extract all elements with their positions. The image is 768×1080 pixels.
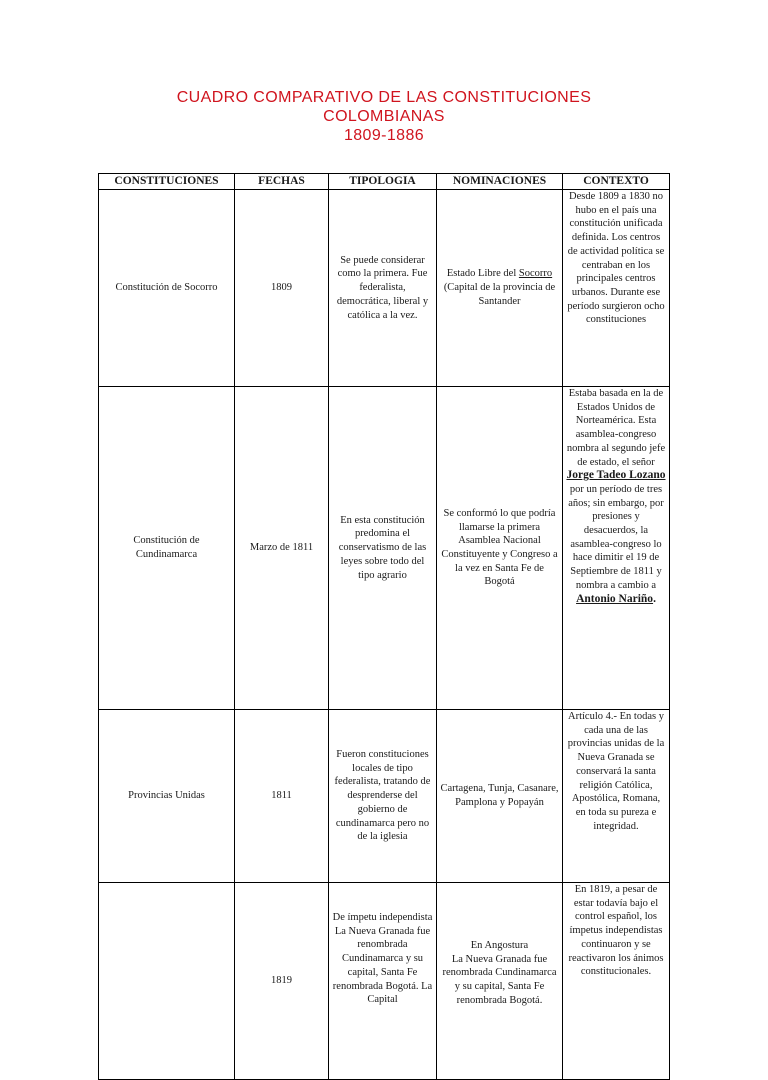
cell-contexto: Desde 1809 a 1830 no hubo en el país una constitución unificada definida. Los centros de actividad política se centraban en los principales centros urbanos. Durante ese período surgieron ocho constituciones [563,190,670,387]
cell-constitucion: Constitución de Socorro [99,190,235,387]
header-nominaciones: NOMINACIONES [437,174,563,190]
cell-contexto: Artículo 4.- En todas y cada una de las provincias unidas de la Nueva Granada se conservará la santa religión Católica, Apostólica, Romana, en toda su pureza e integridad. [563,710,670,883]
cell-fecha: 1811 [235,710,329,883]
title-line-1: CUADRO COMPARATIVO DE LAS CONSTITUCIONES [176,89,592,106]
comparison-table [98,173,670,1080]
cell-tipologia: Se puede considerar como la primera. Fue federalista, democrática, liberal y católica a la vez. [329,190,437,387]
title-line-2: COLOMBIANAS [323,108,445,125]
cell-tipologia [329,883,437,1080]
cell-nominacion: Se conformó lo que podría llamarse la primera Asamblea Nacional Constituyente y Congreso a la vez en Santa Fe de Bogotá [437,387,563,710]
table-header-row [99,174,670,190]
table-row [99,710,670,883]
nominacion-text: (Capital de la provincia de Santander [443,282,556,307]
document-title [0,88,768,145]
nominacion-line: La Nueva Granada fue renombrada Cundinamarca y su capital, Santa Fe renombrada Bogotá. [442,953,557,1006]
cell-fecha: Marzo de 1811 [235,387,329,710]
header-constituciones: CONSTITUCIONES [99,174,235,190]
contexto-text: por un período de tres años; sin embargo, por presiones y desacuerdos, la asamblea-congreso lo hace dimitir el 19 de Septiembre de 1811 y nombra a cambio a [568,483,664,591]
table-row [99,387,670,710]
socorro-link[interactable]: Socorro [518,268,553,280]
header-fechas: FECHAS [235,174,329,190]
person-link-jorge-tadeo-lozano[interactable]: Jorge Tadeo Lozano [566,469,666,482]
header-tipologia: TIPOLOGIA [329,174,437,190]
cell-nominacion: Cartagena, Tunja, Casanare, Pamplona y Popayán [437,710,563,883]
cell-constitucion [99,883,235,1080]
cell-fecha: 1809 [235,190,329,387]
cell-contexto [563,387,670,710]
cell-nominacion [437,190,563,387]
title-line-3: 1809-1886 [343,127,425,144]
nominacion-line: En Angostura [470,940,529,951]
tipologia-line: La Nueva Granada fue renombrada Cundinamarca y su capital, Santa Fe renombrada Bogotá. La Capital [332,925,433,1006]
cell-fecha: 1819 [235,883,329,1080]
cell-nominacion [437,883,563,1080]
header-contexto: CONTEXTO [563,174,670,190]
tipologia-line: De ímpetu independista [332,912,433,923]
cell-constitucion: Provincias Unidas [99,710,235,883]
contexto-text: Estaba basada en la de Estados Unidos de Norteamérica. Esta asamblea-congreso nombra al segundo jefe de estado, el señor [566,388,666,468]
table-row [99,883,670,1080]
cell-tipologia: Fueron constituciones locales de tipo federalista, tratando de desprenderse del gobierno de cundinamarca pero no de la iglesia [329,710,437,883]
cell-contexto: En 1819, a pesar de estar todavía bajo el control español, los ímpetus independistas continuaron y se reactivaron los ánimos constitucionales. [563,883,670,1080]
cell-constitucion: Constitución de Cundinamarca [99,387,235,710]
nominacion-text: Estado Libre del [446,268,517,280]
cell-tipologia: En esta constitución predomina el conservatismo de las leyes sobre todo del tipo agrario [329,387,437,710]
table-row [99,190,670,387]
contexto-period: . [653,592,656,605]
person-link-antonio-narino[interactable]: Antonio Nariño [576,592,654,605]
